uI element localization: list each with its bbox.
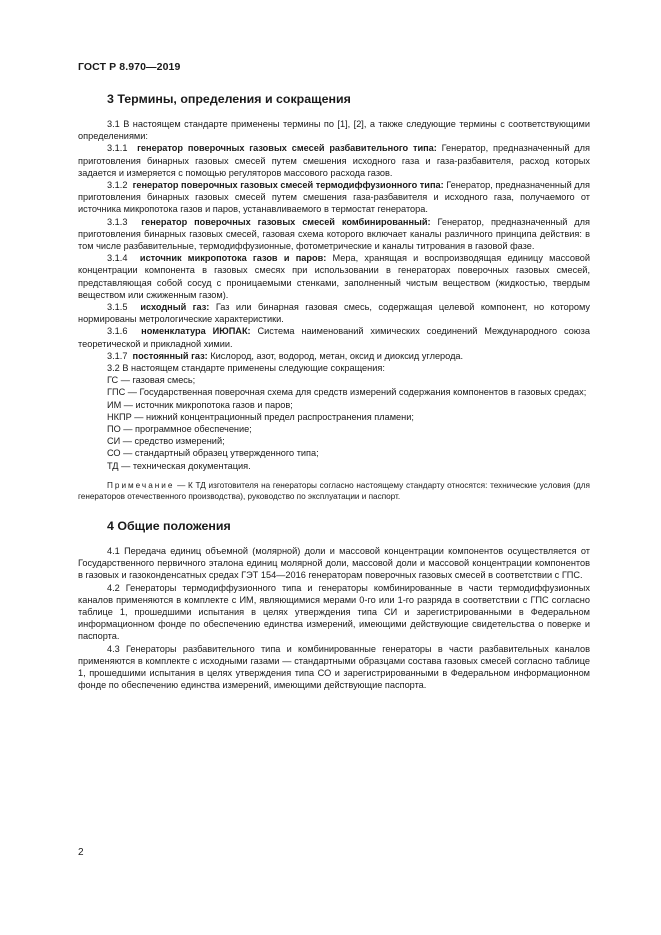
term-definition: Генератор, предназначенный для приготовления бинарных газовых смесей, газовая схема которого включает каналы различного принципа действия: в том числе разбавительные, термодиффузионные, фотометрические и каналы титрования в газовой фазе. xyxy=(78,216,590,252)
abbreviation-item: ИМ — источник микропотока газов и паров; xyxy=(107,399,293,410)
section-3-heading: 3 Термины, определения и сокращения xyxy=(107,92,351,106)
paragraph-4-3: 4.3 Генераторы разбавительного типа и комбинированные генераторы в части разбавительных каналов применяются в комплекте с исходными газами — стандартными образцами состава газовых смесей согласно таблице 1, прошедшими испытания в целях утверждения типа СО и зарегистрированными в Федеральном информационном фонде по обеспечению единства измерений, имеющими действующие паспорта. xyxy=(78,643,590,691)
term-name: постоянный газ: xyxy=(132,350,208,361)
note-text: — К ТД изготовителя на генераторы согласно настоящему стандарту относятся: технические условия (для генераторов отечественного производства), руководство по эксплуатации и паспорт. xyxy=(78,480,590,501)
abbreviation-item: СИ — средство измерений; xyxy=(107,436,225,447)
term-3-1-1: 3.1.1 генератор поверочных газовых смесей разбавительного типа: Генератор, предназначенный для приготовления бинарных газовых смесей путем смешения исходного газа и газа-разбавителя, расход которых задается и измеряется с помощью регуляторов массового расхода газов. xyxy=(78,143,590,178)
abbreviation-item: ТД — техническая документация. xyxy=(107,460,251,471)
abbreviation-item: ГПС — Государственная поверочная схема для средств измерений содержания компонентов в газовых средах; xyxy=(107,387,587,398)
note xyxy=(78,480,590,502)
section-3-intro: 3.1 В настоящем стандарте применены термины по [1], [2], а также следующие термины с соответствующими определениями: xyxy=(78,119,590,142)
term-definition: Генератор, предназначенный для приготовления бинарных газовых смесей путем смешения исходного газа и газа-разбавителя, расход которых задается и измеряется с помощью регуляторов массового расхода газов. xyxy=(78,143,590,178)
term-definition: Мера, хранящая и воспроизводящая единицу массовой концентрации компонента в газовых смесях при использовании в генераторах поверочных газовых смесей, представляющая собой сосуд с проницаемыми стенками, заполненный чистым веществом (жидкостью, твердым веществом или сжиженным газом). xyxy=(78,253,590,300)
paragraph-4-2: 4.2 Генераторы термодиффузионного типа и генераторы комбинированные в части термодиффузионных каналов применяются в комплекте с ИМ, являющимися мерами 0-го или 1-го разряда в соответствии с ГПС согласно таблице 1, прошедшими испытания в целях утверждения типа СИ и зарегистрированными в Федеральном информационном фонде по обеспечению единства измерений, имеющими действующие свидетельства о поверке и паспорта. xyxy=(78,582,590,642)
term-3-1-4: 3.1.4 источник микропотока газов и паров: Мера, хранящая и воспроизводящая единицу массовой концентрации компонента в газовых смесях при использовании в генераторах поверочных газовых смесей, представляющая собой сосуд с проницаемыми стенками, заполненный чистым веществом (жидкостью, твердым веществом или сжиженным газом). xyxy=(78,253,590,300)
term-3-1-5: 3.1.5 исходный газ: Газ или бинарная газовая смесь, содержащая целевой компонент, но которому нормированы метрологические характеристики. xyxy=(78,302,591,325)
term-name: номенклатура ИЮПАК: xyxy=(141,326,251,337)
term-3-1-7: 3.1.7 постоянный газ: Кислород, азот, водород, метан, оксид и диоксид углерода. xyxy=(107,350,464,361)
term-name: генератор поверочных газовых смесей разбавительного типа: xyxy=(137,143,437,154)
term-3-1-6: 3.1.6 номенклатура ИЮПАК: Система наименований химических соединений Международного союза теоретической и прикладной химии. xyxy=(78,326,590,349)
abbreviation-item: СО — стандартный образец утвержденного типа; xyxy=(107,448,319,459)
note-label: Примечание xyxy=(107,480,175,490)
term-name: генератор поверочных газовых смесей термодиффузионного типа: xyxy=(132,180,444,191)
term-definition: Кислород, азот, водород, метан, оксид и диоксид углерода. xyxy=(210,350,464,361)
abbreviation-item: НКПР — нижний концентрационный предел распространения пламени; xyxy=(107,411,414,422)
term-3-1-2: 3.1.2 генератор поверочных газовых смесей термодиффузионного типа: Генератор, предназначенный для приготовления бинарных газовых смесей путем смешения газа-разбавителя и исходного газа, получаемого от источника микропотока газов и паров, устанавливаемого в термостат генератора. xyxy=(78,180,590,215)
term-name: генератор поверочных газовых смесей комбинированный: xyxy=(141,216,431,227)
abbreviation-item: ГС — газовая смесь; xyxy=(107,375,196,386)
term-name: исходный газ: xyxy=(140,302,210,313)
document-header: ГОСТ Р 8.970—2019 xyxy=(78,61,181,73)
paragraph-4-1: 4.1 Передача единиц объемной (молярной) доли и массовой концентрации компонентов осуществляется от Государственного первичного эталона единиц молярной доли, массовой доли и массовой концентрации компонентов в газовых и газоконденсатных средах ГЭТ 154—2016 генераторам поверочных газовых смесей в соответствии с ГПС. xyxy=(78,545,590,581)
page-number: 2 xyxy=(78,847,84,858)
term-definition: Газ или бинарная газовая смесь, содержащая целевой компонент, но которому нормированы метрологические характеристики. xyxy=(78,302,591,325)
section-4-heading: 4 Общие положения xyxy=(107,518,231,533)
term-definition: Генератор, предназначенный для приготовления бинарных газовых смесей путем смешения газа-разбавителя и исходного газа, получаемого от источника микропотока газов и паров, устанавливаемого в термостат генератора. xyxy=(78,180,590,215)
abbreviation-item: ПО — программное обеспечение; xyxy=(107,424,252,435)
term-3-1-3: 3.1.3 генератор поверочных газовых смесей комбинированный: Генератор, предназначенный для приготовления бинарных газовых смесей, газовая схема которого включает каналы различного принципа действия: в том числе разбавительные, термодиффузионные, фотометрические и каналы титрования в газовой фазе. xyxy=(78,216,590,252)
term-definition: Система наименований химических соединений Международного союза теоретической и прикладной химии. xyxy=(78,326,590,349)
document-body xyxy=(78,92,590,691)
abbreviations-intro: 3.2 В настоящем стандарте применены следующие сокращения: xyxy=(107,363,385,374)
term-name: источник микропотока газов и паров: xyxy=(139,253,327,264)
